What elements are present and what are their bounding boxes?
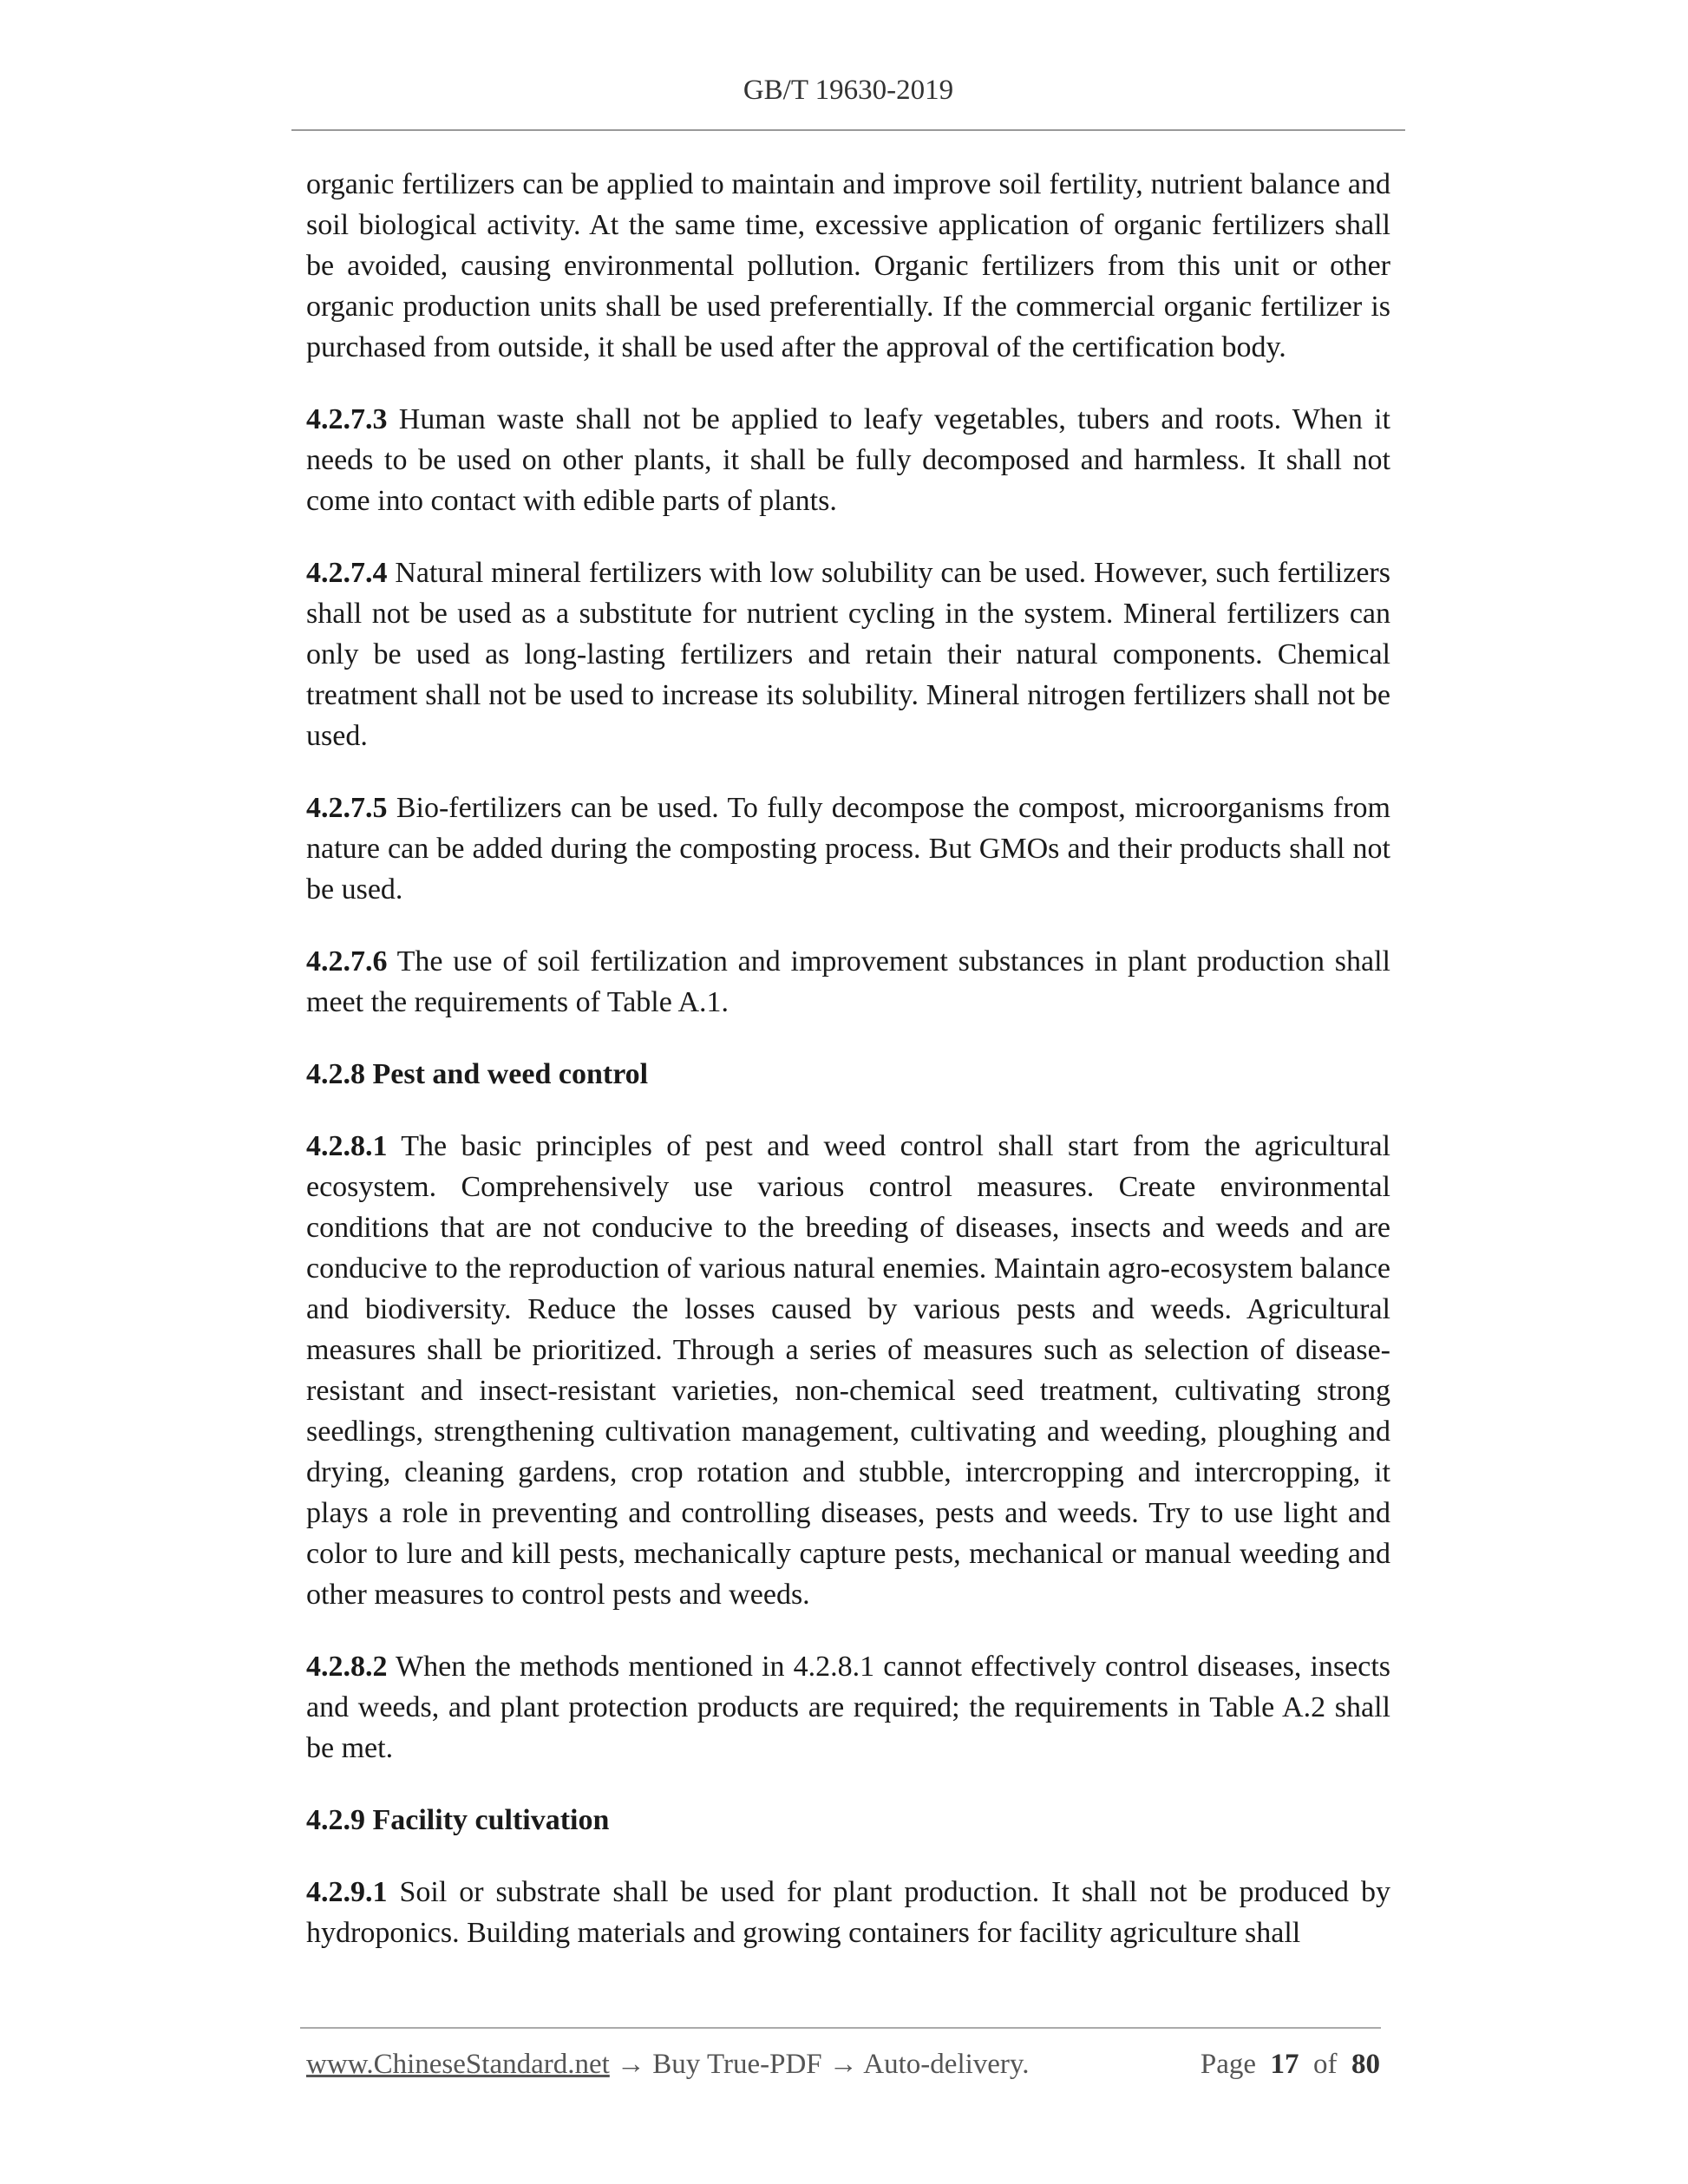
clause-number: 4.2.7.4 <box>306 557 388 589</box>
paragraph <box>306 553 1390 756</box>
document-body <box>306 164 1390 1985</box>
paragraph-text: The basic principles of pest and weed control shall start from the agricultural ecosystem. Comprehensively use various control measures. Create environmental conditions that are not conducive to the breeding of diseases, insects and weeds and are conducive to the reproduction of various natural enemies. Maintain agro-ecosystem balance and biodiversity. Reduce the losses caused by various pests and weeds. Agricultural measures shall be prioritized. Through a series of measures such as selection of disease-resistant and insect-resistant varieties, non-chemical seed treatment, cultivating strong seedlings, strengthening cultivation management, cultivating and weeding, ploughing and drying, cleaning gardens, crop rotation and stubble, intercropping and intercropping, it plays a role in preventing and controlling diseases, pests and weeds. Try to use light and color to lure and kill pests, mechanically capture pests, mechanical or manual weeding and other measures to control pests and weeds. <box>306 1130 1390 1611</box>
paragraph <box>306 1872 1390 1953</box>
website-link[interactable]: www.ChineseStandard.net <box>306 2049 610 2080</box>
section-heading: 4.2.9 Facility cultivation <box>306 1804 610 1836</box>
paragraph-text: organic fertilizers can be applied to maintain and improve soil fertility, nutrient balance and soil biological activity. At the same time, excessive application of organic fertilizers shall be avoided, causing environmental pollution. Organic fertilizers from this unit or other organic production units shall be used preferentially. If the commercial organic fertilizer is purchased from outside, it shall be used after the approval of the certification body. <box>306 168 1390 363</box>
paragraph <box>306 399 1390 521</box>
page-header: GB/T 19630-2019 <box>743 75 954 106</box>
paragraph <box>306 941 1390 1023</box>
footer-tagline: → Buy True-PDF → Auto-delivery. <box>609 2049 1030 2080</box>
header-divider <box>291 129 1405 131</box>
clause-number: 4.2.8.1 <box>306 1130 388 1162</box>
clause-number: 4.2.7.5 <box>306 792 388 824</box>
paragraph-text: Natural mineral fertilizers with low solubility can be used. However, such fertilizers shall not be used as a substitute for nutrient cycling in the system. Mineral fertilizers can only be used as long-lasting fertilizers and retain their natural components. Chemical treatment shall not be used to increase its solubility. Mineral nitrogen fertilizers shall not be used. <box>306 557 1390 752</box>
page-number: 17 <box>1270 2049 1299 2080</box>
page-total: 80 <box>1351 2049 1380 2080</box>
paragraph <box>306 164 1390 368</box>
paragraph-text: The use of soil fertilization and improvement substances in plant production shall meet the requirements of Table A.1. <box>306 945 1390 1018</box>
section-heading: 4.2.8 Pest and weed control <box>306 1058 649 1090</box>
page-label: Page <box>1200 2049 1256 2080</box>
paragraph <box>306 1126 1390 1615</box>
footer-promo <box>306 2049 1030 2081</box>
paragraph <box>306 1646 1390 1769</box>
footer-divider <box>300 2027 1381 2029</box>
of-label: of <box>1313 2049 1338 2080</box>
paragraph-text: Human waste shall not be applied to leafy vegetables, tubers and roots. When it needs to be used on other plants, it shall be fully decomposed and harmless. It shall not come into contact with edible parts of plants. <box>306 403 1390 517</box>
page-footer <box>306 2049 1380 2081</box>
clause-number: 4.2.9.1 <box>306 1876 388 1908</box>
paragraph-text: Soil or substrate shall be used for plant production. It shall not be produced by hydroponics. Building materials and growing containers for facility agriculture shall <box>306 1876 1390 1949</box>
page-indicator <box>1201 2049 1380 2081</box>
clause-number: 4.2.7.3 <box>306 403 388 435</box>
clause-number: 4.2.7.6 <box>306 945 388 978</box>
paragraph-text: When the methods mentioned in 4.2.8.1 cannot effectively control diseases, insects and weeds, and plant protection products are required; the requirements in Table A.2 shall be met. <box>306 1651 1390 1764</box>
clause-number: 4.2.8.2 <box>306 1651 388 1683</box>
paragraph-text: Bio-fertilizers can be used. To fully decompose the compost, microorganisms from nature can be added during the composting process. But GMOs and their products shall not be used. <box>306 792 1390 906</box>
paragraph <box>306 788 1390 910</box>
